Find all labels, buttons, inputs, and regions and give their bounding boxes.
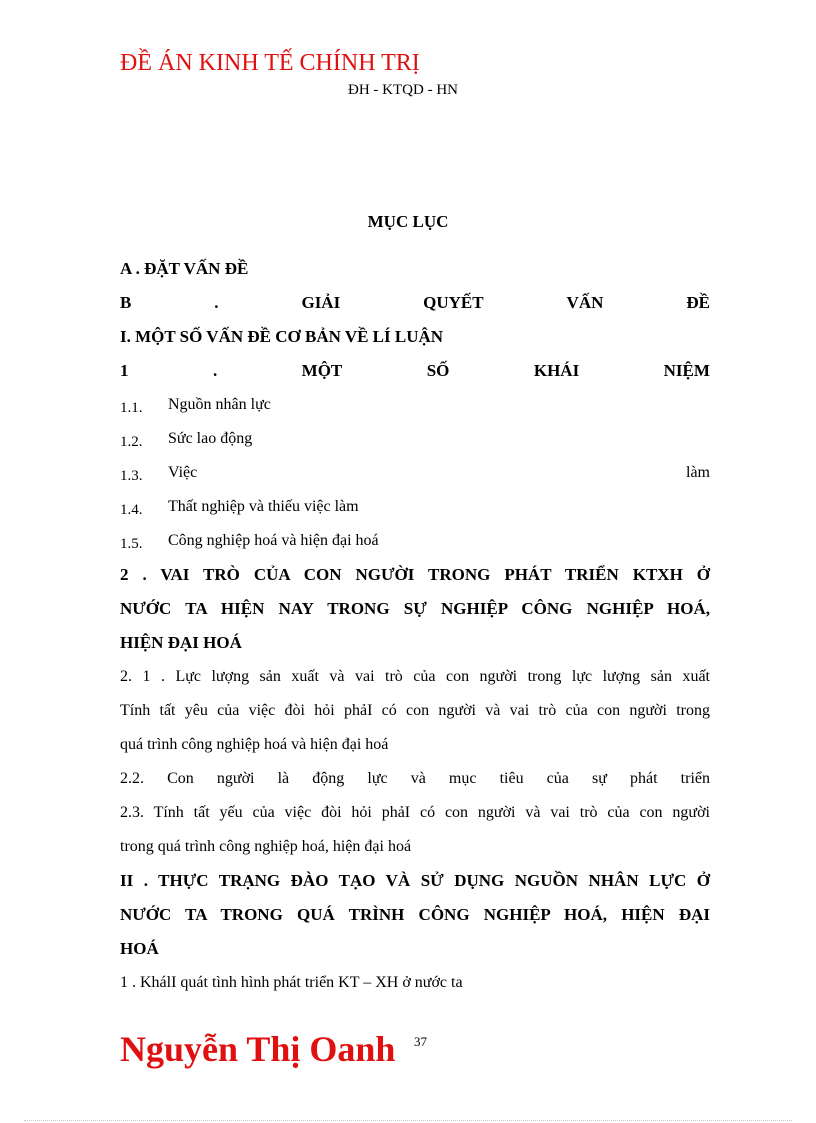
toc-sub-item — [120, 422, 710, 456]
header-title: ĐỀ ÁN KINH TẾ CHÍNH TRỊ — [120, 50, 420, 76]
toc-section-b-word: . — [214, 293, 219, 312]
toc-sub-item-number: 1.3. — [120, 468, 143, 484]
toc-sub-item-number: 1.4. — [120, 502, 143, 518]
toc-item-2-1-line: quá trình công nghiệp hoá và hiện đại hoá — [120, 736, 389, 753]
toc-section-b-word: B — [120, 293, 132, 312]
footer-author-name: Nguyễn Thị Oanh — [120, 1029, 396, 1069]
toc-item-2-line: 2 . VAI TRÒ CỦA CON NGƯỜI TRONG PHÁT TRIỂN KTXH Ở — [120, 565, 710, 584]
toc-sub-item-number: 1.5. — [120, 536, 143, 552]
header-subtitle: ĐH - KTQD - HN — [348, 82, 458, 98]
toc-item-2-2: 2.2. Con người là động lực và mục tiêu của sự phát triển — [120, 770, 710, 787]
toc-part-ii-line: II . THỰC TRẠNG ĐÀO TẠO VÀ SỬ DỤNG NGUỒN NHÂN LỰC Ở — [120, 871, 710, 890]
toc-section-b-word: VẤN — [566, 293, 604, 312]
toc-content — [120, 252, 710, 1000]
toc-sub-item — [120, 524, 710, 558]
toc-item-1-word: SỐ — [426, 361, 450, 380]
toc-sub-item-number: 1.1. — [120, 400, 143, 416]
toc-item-1 — [120, 354, 710, 388]
toc-section-b — [120, 286, 710, 320]
toc-item-1-word: . — [212, 361, 218, 380]
toc-item-1-word: MỘT — [301, 361, 343, 380]
toc-section-b-word: QUYẾT — [423, 293, 484, 312]
toc-part-i: I. MỘT SỐ VẤN ĐỀ CƠ BẢN VỀ LÍ LUẬN — [120, 327, 444, 346]
toc-section-b-word: GIẢI — [301, 293, 341, 312]
page-number: 37 — [414, 1034, 427, 1049]
toc-title: MỤC LỤC — [367, 212, 449, 231]
toc-part-ii-item-1: 1 . KhálI quát tình hình phát triển KT – XH ở nước ta — [120, 974, 463, 991]
toc-section-b-word: ĐỀ — [686, 293, 710, 312]
toc-item-1-word: 1 — [120, 361, 129, 380]
toc-sub-item-text: Sức lao động — [168, 430, 253, 447]
toc-sub-item-text-right: làm — [686, 464, 710, 481]
toc-part-ii-line: NƯỚC TA TRONG QUÁ TRÌNH CÔNG NGHIỆP HOÁ, HIỆN ĐẠI — [120, 905, 710, 924]
toc-sub-item-text: Việc — [168, 464, 198, 481]
toc-item-2-3-line: trong quá trình công nghiệp hoá, hiện đại hoá — [120, 838, 412, 855]
toc-sub-item — [120, 490, 710, 524]
toc-item-2-line: HIỆN ĐẠI HOÁ — [120, 633, 242, 652]
toc-sub-item-text: Công nghiệp hoá và hiện đại hoá — [168, 532, 379, 549]
toc-section-a: A . ĐẶT VẤN ĐỀ — [120, 259, 249, 278]
toc-sub-item — [120, 456, 710, 490]
toc-sub-item-text: Thất nghiệp và thiếu việc làm — [168, 498, 359, 515]
toc-item-2-1-line: 2. 1 . Lực lượng sản xuất và vai trò của con người trong lực lượng sản xuất — [120, 668, 710, 685]
toc-item-1-word: NIỆM — [663, 361, 710, 380]
toc-item-2-1-line: Tính tất yêu của việc đòi hỏi phảI có con người và vai trò của con người trong — [120, 702, 710, 719]
toc-sub-item-number: 1.2. — [120, 434, 143, 450]
toc-sub-item — [120, 388, 710, 422]
toc-item-2-line: NƯỚC TA HIỆN NAY TRONG SỰ NGHIỆP CÔNG NGHIỆP HOÁ, — [120, 599, 710, 618]
toc-item-1-word: KHÁI — [533, 361, 580, 380]
toc-part-ii-line: HOÁ — [120, 939, 159, 958]
toc-sub-item-text: Nguồn nhân lực — [168, 396, 271, 413]
page-bottom-divider — [24, 1120, 792, 1121]
toc-item-2-3-line: 2.3. Tính tất yếu của việc đòi hỏi phảI có con người và vai trò của con người — [120, 804, 710, 821]
